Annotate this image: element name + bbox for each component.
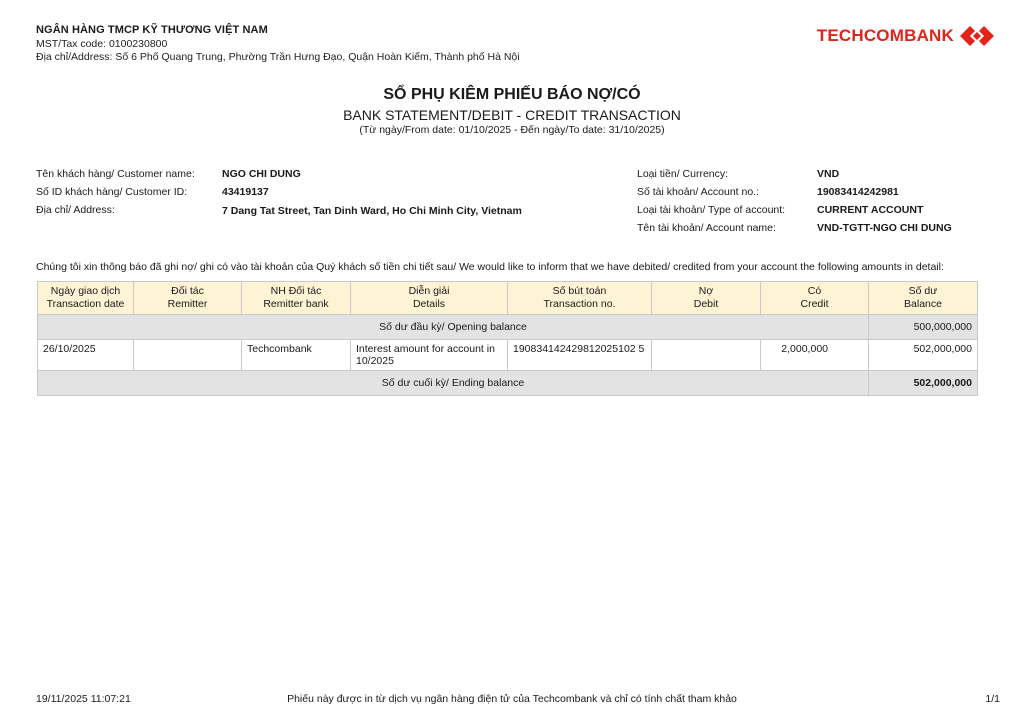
statement-date-range: (Từ ngày/From date: 01/10/2025 - Đến ngày/To date: 31/10/2025) — [359, 124, 665, 136]
cell-remitter-bank: Techcombank — [242, 340, 351, 371]
bank-name: NGÂN HÀNG TMCP KỸ THƯƠNG VIỆT NAM — [36, 24, 268, 36]
customer-name: NGO CHI DUNG — [222, 168, 301, 180]
logo-diamond-icon — [960, 24, 1000, 48]
cell-debit — [652, 340, 761, 371]
table-header-row — [38, 282, 978, 315]
customer-name-label: Tên khách hàng/ Customer name: — [36, 168, 195, 180]
page-number: 1/1 — [985, 693, 1000, 705]
account-name-label: Tên tài khoản/ Account name: — [637, 222, 776, 234]
statement-title: SỔ PHỤ KIÊM PHIẾU BÁO NỢ/CÓ — [383, 86, 641, 103]
header-balance: Số dư Balance — [869, 282, 978, 315]
statement-table — [37, 281, 978, 396]
customer-id-label: Số ID khách hàng/ Customer ID: — [36, 186, 188, 198]
logo-text: TECHCOMBANK — [816, 26, 954, 45]
customer-address: 7 Dang Tat Street, Tan Dinh Ward, Ho Chi Minh City, Vietnam — [222, 205, 522, 217]
header-credit: Có Credit — [761, 282, 869, 315]
cell-details: Interest amount for account in 10/2025 — [351, 340, 508, 371]
bank-address: Địa chỉ/Address: Số 6 Phố Quang Trung, Phường Trần Hưng Đạo, Quận Hoàn Kiếm, Thành phố Hà Nội — [36, 51, 520, 63]
customer-address-label: Địa chỉ/ Address: — [36, 204, 115, 216]
opening-balance-label: Số dư đầu kỳ/ Opening balance — [38, 315, 869, 340]
footer-note: Phiếu này được in từ dịch vụ ngân hàng điện tử của Techcombank và chỉ có tính chất tham khảo — [287, 693, 737, 705]
statement-subtitle: BANK STATEMENT/DEBIT - CREDIT TRANSACTION — [343, 107, 681, 123]
table-row — [38, 340, 978, 371]
ending-balance-row — [38, 371, 978, 396]
ending-balance-label: Số dư cuối kỳ/ Ending balance — [38, 371, 869, 396]
account-number: 19083414242981 — [817, 186, 899, 198]
header-transaction-date: Ngày giao dịch Transaction date — [38, 282, 134, 315]
account-type-label: Loại tài khoản/ Type of account: — [637, 204, 786, 216]
customer-id: 43419137 — [222, 186, 269, 198]
techcombank-logo — [817, 24, 1000, 48]
currency-value: VND — [817, 168, 840, 180]
currency-label: Loại tiền/ Currency: — [637, 168, 729, 180]
cell-transaction-no: 190834142429812025102 5 — [508, 340, 652, 371]
opening-balance-row — [38, 315, 978, 340]
account-name: VND-TGTT-NGO CHI DUNG — [817, 222, 952, 234]
account-type: CURRENT ACCOUNT — [817, 204, 924, 216]
intro-text: Chúng tôi xin thông báo đã ghi nợ/ ghi có vào tài khoản của Quý khách số tiền chi tiết sau/ We would like to inform that we have debited/ credited from your account the following amounts in detail: — [36, 261, 944, 273]
cell-credit: 2,000,000 — [761, 340, 869, 371]
account-number-label: Số tài khoản/ Account no.: — [637, 186, 760, 198]
header-details: Diễn giải Details — [351, 282, 508, 315]
header-transaction-no: Số bút toán Transaction no. — [508, 282, 652, 315]
header-debit: Nợ Debit — [652, 282, 761, 315]
cell-remitter — [134, 340, 242, 371]
opening-balance-value: 500,000,000 — [869, 315, 978, 340]
cell-date: 26/10/2025 — [38, 340, 134, 371]
cell-balance: 502,000,000 — [869, 340, 978, 371]
ending-balance-value: 502,000,000 — [869, 371, 978, 396]
print-timestamp: 19/11/2025 11:07:21 — [36, 693, 131, 705]
header-remitter: Đối tác Remitter — [134, 282, 242, 315]
header-remitter-bank: NH Đối tác Remitter bank — [242, 282, 351, 315]
bank-tax-code: MST/Tax code: 0100230800 — [36, 38, 168, 50]
